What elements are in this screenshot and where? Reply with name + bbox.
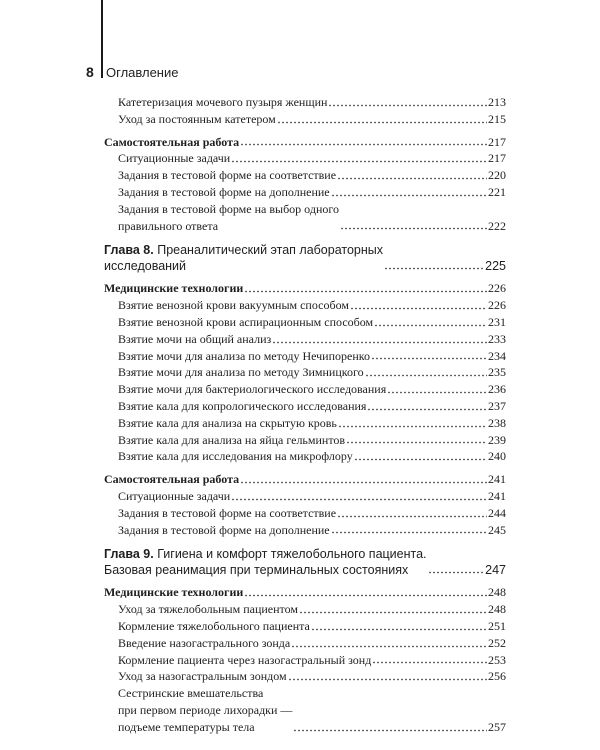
toc-page-number: 256 <box>488 669 506 684</box>
toc-page-number: 247 <box>485 563 506 578</box>
toc-entry-label: Взятие мочи для бактериологического исследования <box>118 382 387 397</box>
toc-entry-label: Катетеризация мочевого пузыря женщин <box>118 95 328 109</box>
dot-leader <box>350 298 487 310</box>
table-of-contents <box>104 94 506 736</box>
dot-leader <box>337 168 487 180</box>
toc-page-number: 252 <box>488 635 506 650</box>
toc-entry[interactable] <box>104 668 506 685</box>
toc-entry-label: Задания в тестовой форме на дополнение <box>118 184 330 199</box>
toc-entry-label: Взятие мочи на общий анализ <box>118 331 272 346</box>
toc-page-number: 213 <box>488 95 506 109</box>
toc-entry[interactable] <box>104 488 506 505</box>
toc-entry-label: Медицинские технологии <box>104 281 244 296</box>
toc-page-number: 231 <box>488 314 506 329</box>
dot-leader <box>387 382 487 394</box>
toc-entry-label: Уход за тяжелобольным пациентом <box>118 602 298 617</box>
toc-chapter[interactable] <box>104 546 506 578</box>
toc-chapter[interactable] <box>104 242 506 274</box>
toc-page-number: 234 <box>488 348 506 363</box>
toc-page-number: 239 <box>488 432 506 447</box>
toc-page-number: 222 <box>488 218 506 233</box>
toc-page-number: 241 <box>488 472 506 487</box>
toc-entry-label: Сестринские вмешательства при первом периоде лихорадки — подъеме температуры тела <box>118 686 293 734</box>
toc-entry-label: Взятие мочи для анализа по методу Зимницкого <box>118 365 364 380</box>
dot-leader <box>371 348 487 360</box>
dot-leader <box>328 95 487 107</box>
toc-entry[interactable] <box>104 601 506 618</box>
toc-entry[interactable] <box>104 522 506 539</box>
toc-page-number: 217 <box>488 151 506 166</box>
page-number: 8 <box>86 64 94 80</box>
toc-page-number: 221 <box>488 184 506 199</box>
header-title: Оглавление <box>106 64 179 80</box>
toc-entry-label: Ситуационные задачи <box>118 151 231 166</box>
dot-leader <box>428 562 485 574</box>
dot-leader <box>231 489 487 501</box>
toc-page-number: 248 <box>488 585 506 600</box>
toc-page-number: 237 <box>488 398 506 413</box>
toc-entry[interactable] <box>104 150 506 167</box>
dot-leader <box>365 365 487 377</box>
toc-entry[interactable] <box>104 381 506 398</box>
toc-entry[interactable] <box>104 364 506 381</box>
toc-page-number: 241 <box>488 488 506 503</box>
toc-entry[interactable] <box>104 652 506 669</box>
dot-leader <box>288 669 487 681</box>
toc-page-number: 226 <box>488 298 506 313</box>
toc-entry[interactable] <box>104 685 506 735</box>
toc-entry-label: Самостоятельная работа <box>104 134 240 149</box>
toc-entry[interactable] <box>104 331 506 348</box>
dot-leader <box>231 151 487 163</box>
toc-page-number: 240 <box>488 449 506 464</box>
toc-entry-label: Взятие мочи для анализа по методу Нечипоренко <box>118 348 370 363</box>
toc-entry[interactable] <box>104 415 506 432</box>
toc-entry[interactable] <box>104 201 506 235</box>
dot-leader <box>244 585 487 597</box>
toc-entry-label: Ситуационные задачи <box>118 488 231 503</box>
toc-entry-label <box>104 546 427 578</box>
toc-page-number: 217 <box>488 134 506 149</box>
toc-entry-label: Задания в тестовой форме на соответствие <box>118 505 337 520</box>
chapter-number: Глава 8. <box>104 243 154 258</box>
dot-leader <box>277 112 487 124</box>
dot-leader <box>372 652 487 664</box>
toc-page-number: 244 <box>488 505 506 520</box>
dot-leader <box>337 506 487 518</box>
dot-leader <box>272 332 487 344</box>
toc-entry-label: Взятие венозной крови вакуумным способом <box>118 298 349 313</box>
dot-leader <box>299 602 487 614</box>
toc-entry-label: Кормление пациента через назогастральный зонд <box>118 652 372 667</box>
toc-entry-label: Уход за назогастральным зондом <box>118 669 287 684</box>
toc-page-number: 245 <box>488 522 506 537</box>
toc-entry-label: Самостоятельная работа <box>104 472 240 487</box>
toc-entry-label: Взятие кала для анализа на яйца гельминтов <box>118 432 346 447</box>
toc-section[interactable] <box>104 471 506 488</box>
toc-entry-label: Кормление тяжелобольного пациента <box>118 618 310 633</box>
toc-section[interactable] <box>104 584 506 601</box>
dot-leader <box>346 432 487 444</box>
toc-entry[interactable] <box>104 314 506 331</box>
toc-entry[interactable] <box>104 635 506 652</box>
toc-page-number: 220 <box>488 168 506 183</box>
dot-leader <box>291 636 487 648</box>
toc-page-number: 225 <box>485 259 506 274</box>
dot-leader <box>374 315 487 327</box>
dot-leader <box>331 185 487 197</box>
toc-entry[interactable] <box>104 618 506 635</box>
toc-section[interactable] <box>104 280 506 297</box>
toc-entry-label: Взятие кала для копрологического исследования <box>118 398 367 413</box>
toc-entry-label: Введение назогастрального зонда <box>118 635 291 650</box>
toc-page-number: 238 <box>488 415 506 430</box>
toc-page-number: 257 <box>488 719 506 734</box>
toc-page-number: 248 <box>488 602 506 617</box>
toc-entry[interactable] <box>104 398 506 415</box>
toc-entry[interactable] <box>104 505 506 522</box>
dot-leader <box>311 619 487 631</box>
dot-leader <box>354 449 487 461</box>
toc-entry-label: Задания в тестовой форме на дополнение <box>118 522 330 537</box>
chapter-number: Глава 9. <box>104 547 154 562</box>
toc-page-number: 253 <box>488 652 506 667</box>
dot-leader <box>240 472 487 484</box>
toc-page-number: 233 <box>488 331 506 346</box>
toc-entry-label: Взятие венозной крови аспирационным способом <box>118 314 374 329</box>
toc-entry-label: Взятие кала для исследования на микрофлору <box>118 449 353 464</box>
toc-entry-label <box>104 242 383 274</box>
toc-entry-label: Медицинские технологии <box>104 585 244 600</box>
toc-entry-label: Взятие кала для анализа на скрытую кровь <box>118 415 337 430</box>
toc-page-number: 235 <box>488 365 506 380</box>
dot-leader <box>340 218 487 230</box>
dot-leader <box>384 258 484 270</box>
toc-page-number: 226 <box>488 281 506 296</box>
toc-page-number: 236 <box>488 382 506 397</box>
page-header <box>86 62 178 82</box>
toc-entry[interactable] <box>104 348 506 365</box>
toc-entry[interactable] <box>104 184 506 201</box>
toc-page-number: 215 <box>488 111 506 126</box>
dot-leader <box>244 281 487 293</box>
dot-leader <box>293 720 487 732</box>
toc-entry-label: Задания в тестовой форме на выбор одного правильного ответа <box>118 201 339 233</box>
dot-leader <box>367 399 487 411</box>
toc-entry[interactable] <box>104 167 506 184</box>
toc-entry[interactable] <box>104 94 506 111</box>
chapter-title: Преаналитический этап лабораторных исследований <box>104 243 384 274</box>
toc-section[interactable] <box>104 134 506 151</box>
toc-entry[interactable] <box>104 111 506 128</box>
toc-page-number: 251 <box>488 618 506 633</box>
dot-leader <box>331 522 487 534</box>
toc-entry[interactable] <box>104 448 506 465</box>
toc-entry[interactable] <box>104 432 506 449</box>
dot-leader <box>338 416 487 428</box>
dot-leader <box>240 134 487 146</box>
toc-entry-label: Задания в тестовой форме на соответствие <box>118 168 337 183</box>
chapter-title: Гигиена и комфорт тяжелобольного пациента. Базовая реанимация при терминальных состояниях <box>104 547 427 578</box>
toc-entry-label: Уход за постоянным катетером <box>118 111 276 126</box>
toc-entry[interactable] <box>104 297 506 314</box>
